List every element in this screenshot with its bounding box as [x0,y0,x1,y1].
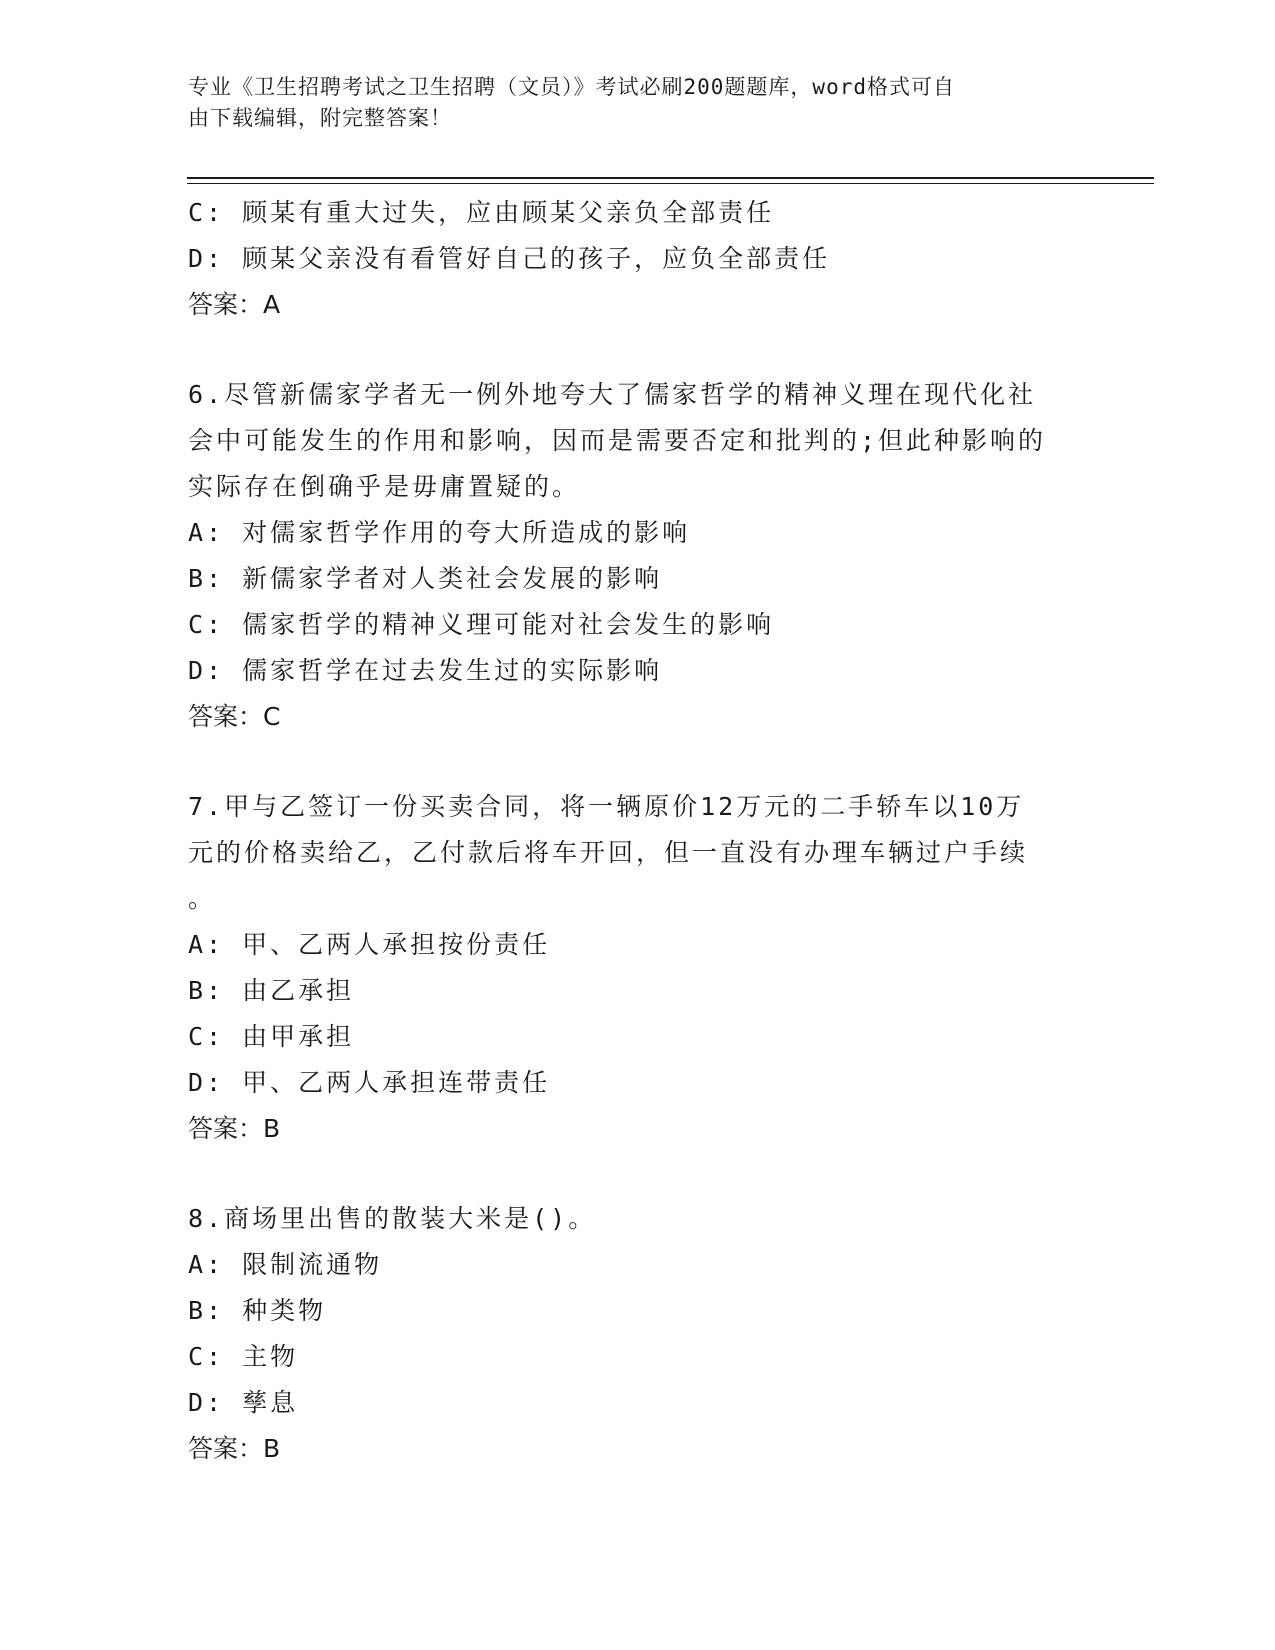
header-rule-thin [187,183,1154,184]
spacer [188,328,1088,372]
question-6 [188,372,1088,740]
spacer [188,1152,1088,1196]
header-line-1: 专业《卫生招聘考试之卫生招聘（文员）》考试必刷200题题库，word格式可自 [188,75,955,99]
question-stem-line: 8.商场里出售的散装大米是()。 [188,1204,597,1233]
question-stem-line: 。 [188,884,217,913]
option-line: D: 顾某父亲没有看管好自己的孩子，应负全部责任 [188,244,831,273]
question-stem-line: 7.甲与乙签订一份买卖合同，将一辆原价12万元的二手轿车以10万 [188,792,1025,821]
document-header [188,72,1088,134]
option-line: C: 顾某有重大过失，应由顾某父亲负全部责任 [188,198,775,227]
option-a: A: 甲、乙两人承担按份责任 [188,930,551,959]
spacer [188,740,1088,784]
option-b: B: 新儒家学者对人类社会发展的影响 [188,564,663,593]
question-stem-line: 会中可能发生的作用和影响，因而是需要否定和批判的;但此种影响的 [188,426,1047,455]
option-d: D: 甲、乙两人承担连带责任 [188,1068,551,1097]
header-rule-thick [187,177,1154,179]
question-stem-line: 实际存在倒确乎是毋庸置疑的。 [188,472,581,501]
question-stem-line: 元的价格卖给乙，乙付款后将车开回，但一直没有办理车辆过户手续 [188,838,1029,867]
answer-line: 答案：B [188,1434,281,1463]
option-c: C: 儒家哲学的精神义理可能对社会发生的影响 [188,610,775,639]
option-a: A: 限制流通物 [188,1250,383,1279]
question-7 [188,784,1088,1152]
question-list [188,190,1088,1472]
option-b: B: 种类物 [188,1296,327,1325]
question-continued [188,190,1088,328]
question-stem-line: 6.尽管新儒家学者无一例外地夸大了儒家哲学的精神义理在现代化社 [188,380,1037,409]
answer-line: 答案：B [188,1114,281,1143]
answer-line: 答案：C [188,702,281,731]
option-d: D: 儒家哲学在过去发生过的实际影响 [188,656,663,685]
answer-line: 答案：A [188,290,281,319]
header-line-2: 由下载编辑，附完整答案！ [188,106,452,130]
option-c: C: 主物 [188,1342,299,1371]
question-8 [188,1196,1088,1472]
option-c: C: 由甲承担 [188,1022,355,1051]
option-d: D: 孳息 [188,1388,299,1417]
option-b: B: 由乙承担 [188,976,355,1005]
option-a: A: 对儒家哲学作用的夸大所造成的影响 [188,518,691,547]
